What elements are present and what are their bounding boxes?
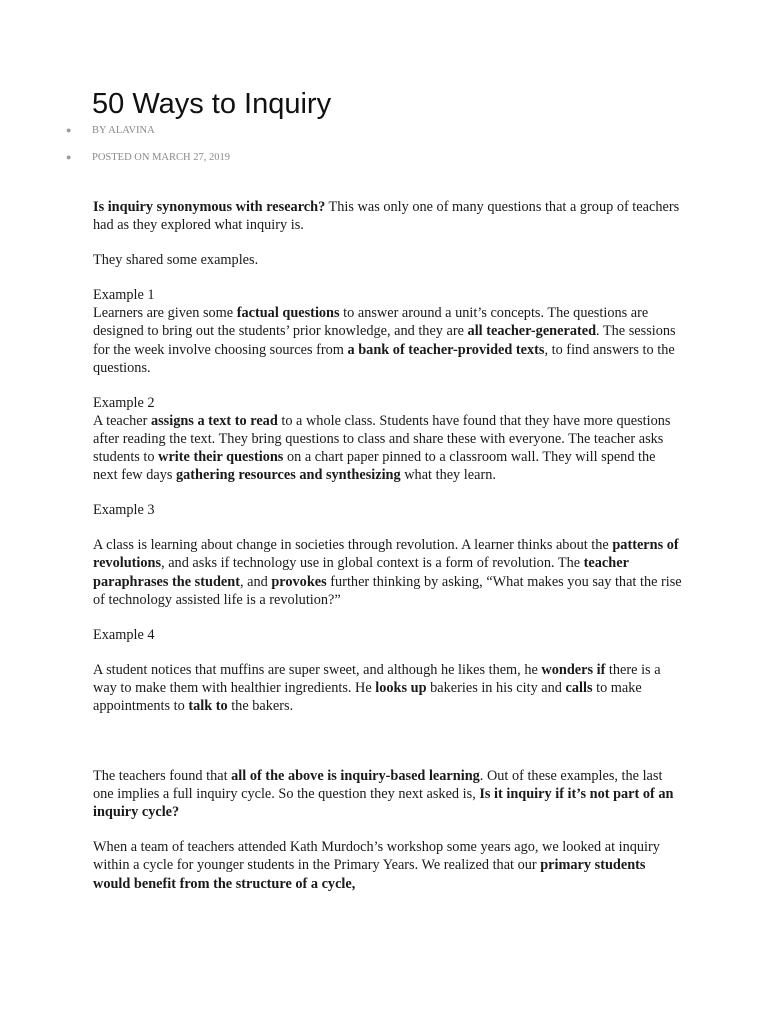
text-run: , and asks if technology use in global context is a form of revolution. The (161, 555, 584, 572)
example-2-heading: Example 2 (93, 394, 155, 411)
text-run: the bakers. (227, 697, 294, 714)
bold-text-run: Is it inquiry if it’s not part of an inquiry cycle? (93, 786, 674, 821)
text-run: to answer around a unit’s concepts. The questions are designed to bring out the students’ prior knowledge, and they are (93, 305, 649, 340)
text-run: . The sessions for the week involve choosing sources from (93, 323, 676, 358)
bold-text-run: calls (565, 679, 593, 696)
text-run: there is a way to make them with healthier ingredients. He (93, 661, 661, 696)
post-meta-date (66, 150, 230, 165)
text-run: on a chart paper pinned to a classroom wall. They will spend the next few days (93, 449, 656, 484)
text-run: This was only one of many questions that a group of teachers had as they explored what inquiry is. (93, 199, 680, 234)
intro-paragraph (93, 198, 683, 234)
bullet-icon: ● (66, 152, 72, 162)
post-meta-author-text: BY ALAVINA (92, 125, 155, 136)
text-run: , to find answers to the questions. (93, 341, 675, 376)
text-run: A student notices that muffins are super sweet, and although he likes them, he (93, 661, 542, 678)
post-meta-author (66, 123, 155, 138)
bold-text-run: assigns a text to read (150, 412, 278, 429)
findings-paragraph (93, 767, 683, 821)
text-run: to make appointments to (93, 679, 642, 714)
workshop-paragraph (93, 838, 683, 892)
example-3-heading: Example 3 (93, 502, 155, 519)
example-4-paragraph (93, 661, 683, 715)
example-2-paragraph (93, 412, 683, 484)
example-4-heading: Example 4 (93, 626, 155, 643)
bold-text-run: gathering resources and synthesizing (175, 467, 401, 484)
text-run: When a team of teachers attended Kath Murdoch’s workshop some years ago, we looked at inquiry within a cycle for younger students in the Primary Years. We realized that our (93, 839, 660, 874)
text-run: They shared some examples. (93, 252, 259, 269)
text-run: . Out of these examples, the last one implies a full inquiry cycle. So the question they next asked is, (93, 768, 663, 803)
bold-text-run: provokes (271, 573, 327, 590)
bold-text-run: Is inquiry synonymous with research? (93, 199, 326, 215)
bold-text-run: a bank of teacher-provided texts (347, 341, 545, 358)
text-run: bakeries in his city and (426, 679, 566, 696)
text-run: further thinking by asking, “What makes you say that the rise of technology assisted life is a revolution?” (93, 573, 682, 608)
bold-text-run: factual questions (236, 305, 340, 322)
example-1-heading: Example 1 (93, 287, 155, 304)
post-title: 50 Ways to Inquiry (92, 88, 332, 120)
text-run: to a whole class. Students have found that they have more questions after reading the text. They bring questions to class and share these with everyone. The teacher asks students to (93, 412, 671, 466)
bold-text-run: all teacher-generated (467, 323, 597, 340)
text-run: A class is learning about change in societies through revolution. A learner thinks about the (93, 537, 613, 554)
example-1-paragraph (93, 304, 683, 376)
bold-text-run: wonders if (541, 661, 606, 678)
bullet-icon: ● (66, 125, 72, 135)
example-3-paragraph (93, 536, 683, 608)
post-meta-date-text: POSTED ON MARCH 27, 2019 (92, 152, 230, 163)
text-run: Learners are given some (93, 305, 237, 322)
text-run: , and (239, 573, 272, 590)
bold-text-run: patterns of revolutions (93, 537, 679, 572)
bold-text-run: write their questions (158, 449, 284, 466)
bold-text-run: primary students would benefit from the structure of a cycle, (93, 857, 646, 892)
text-run: The teachers found that (93, 768, 232, 785)
bold-text-run: looks up (375, 679, 427, 696)
text-run: what they learn. (400, 467, 496, 484)
text-run: A teacher (93, 412, 151, 429)
bold-text-run: all of the above is inquiry-based learning (231, 768, 480, 785)
article-body (93, 198, 683, 893)
bold-text-run: talk to (188, 697, 228, 714)
bold-text-run: teacher paraphrases the student (93, 555, 629, 590)
examples-intro-paragraph (93, 251, 683, 269)
